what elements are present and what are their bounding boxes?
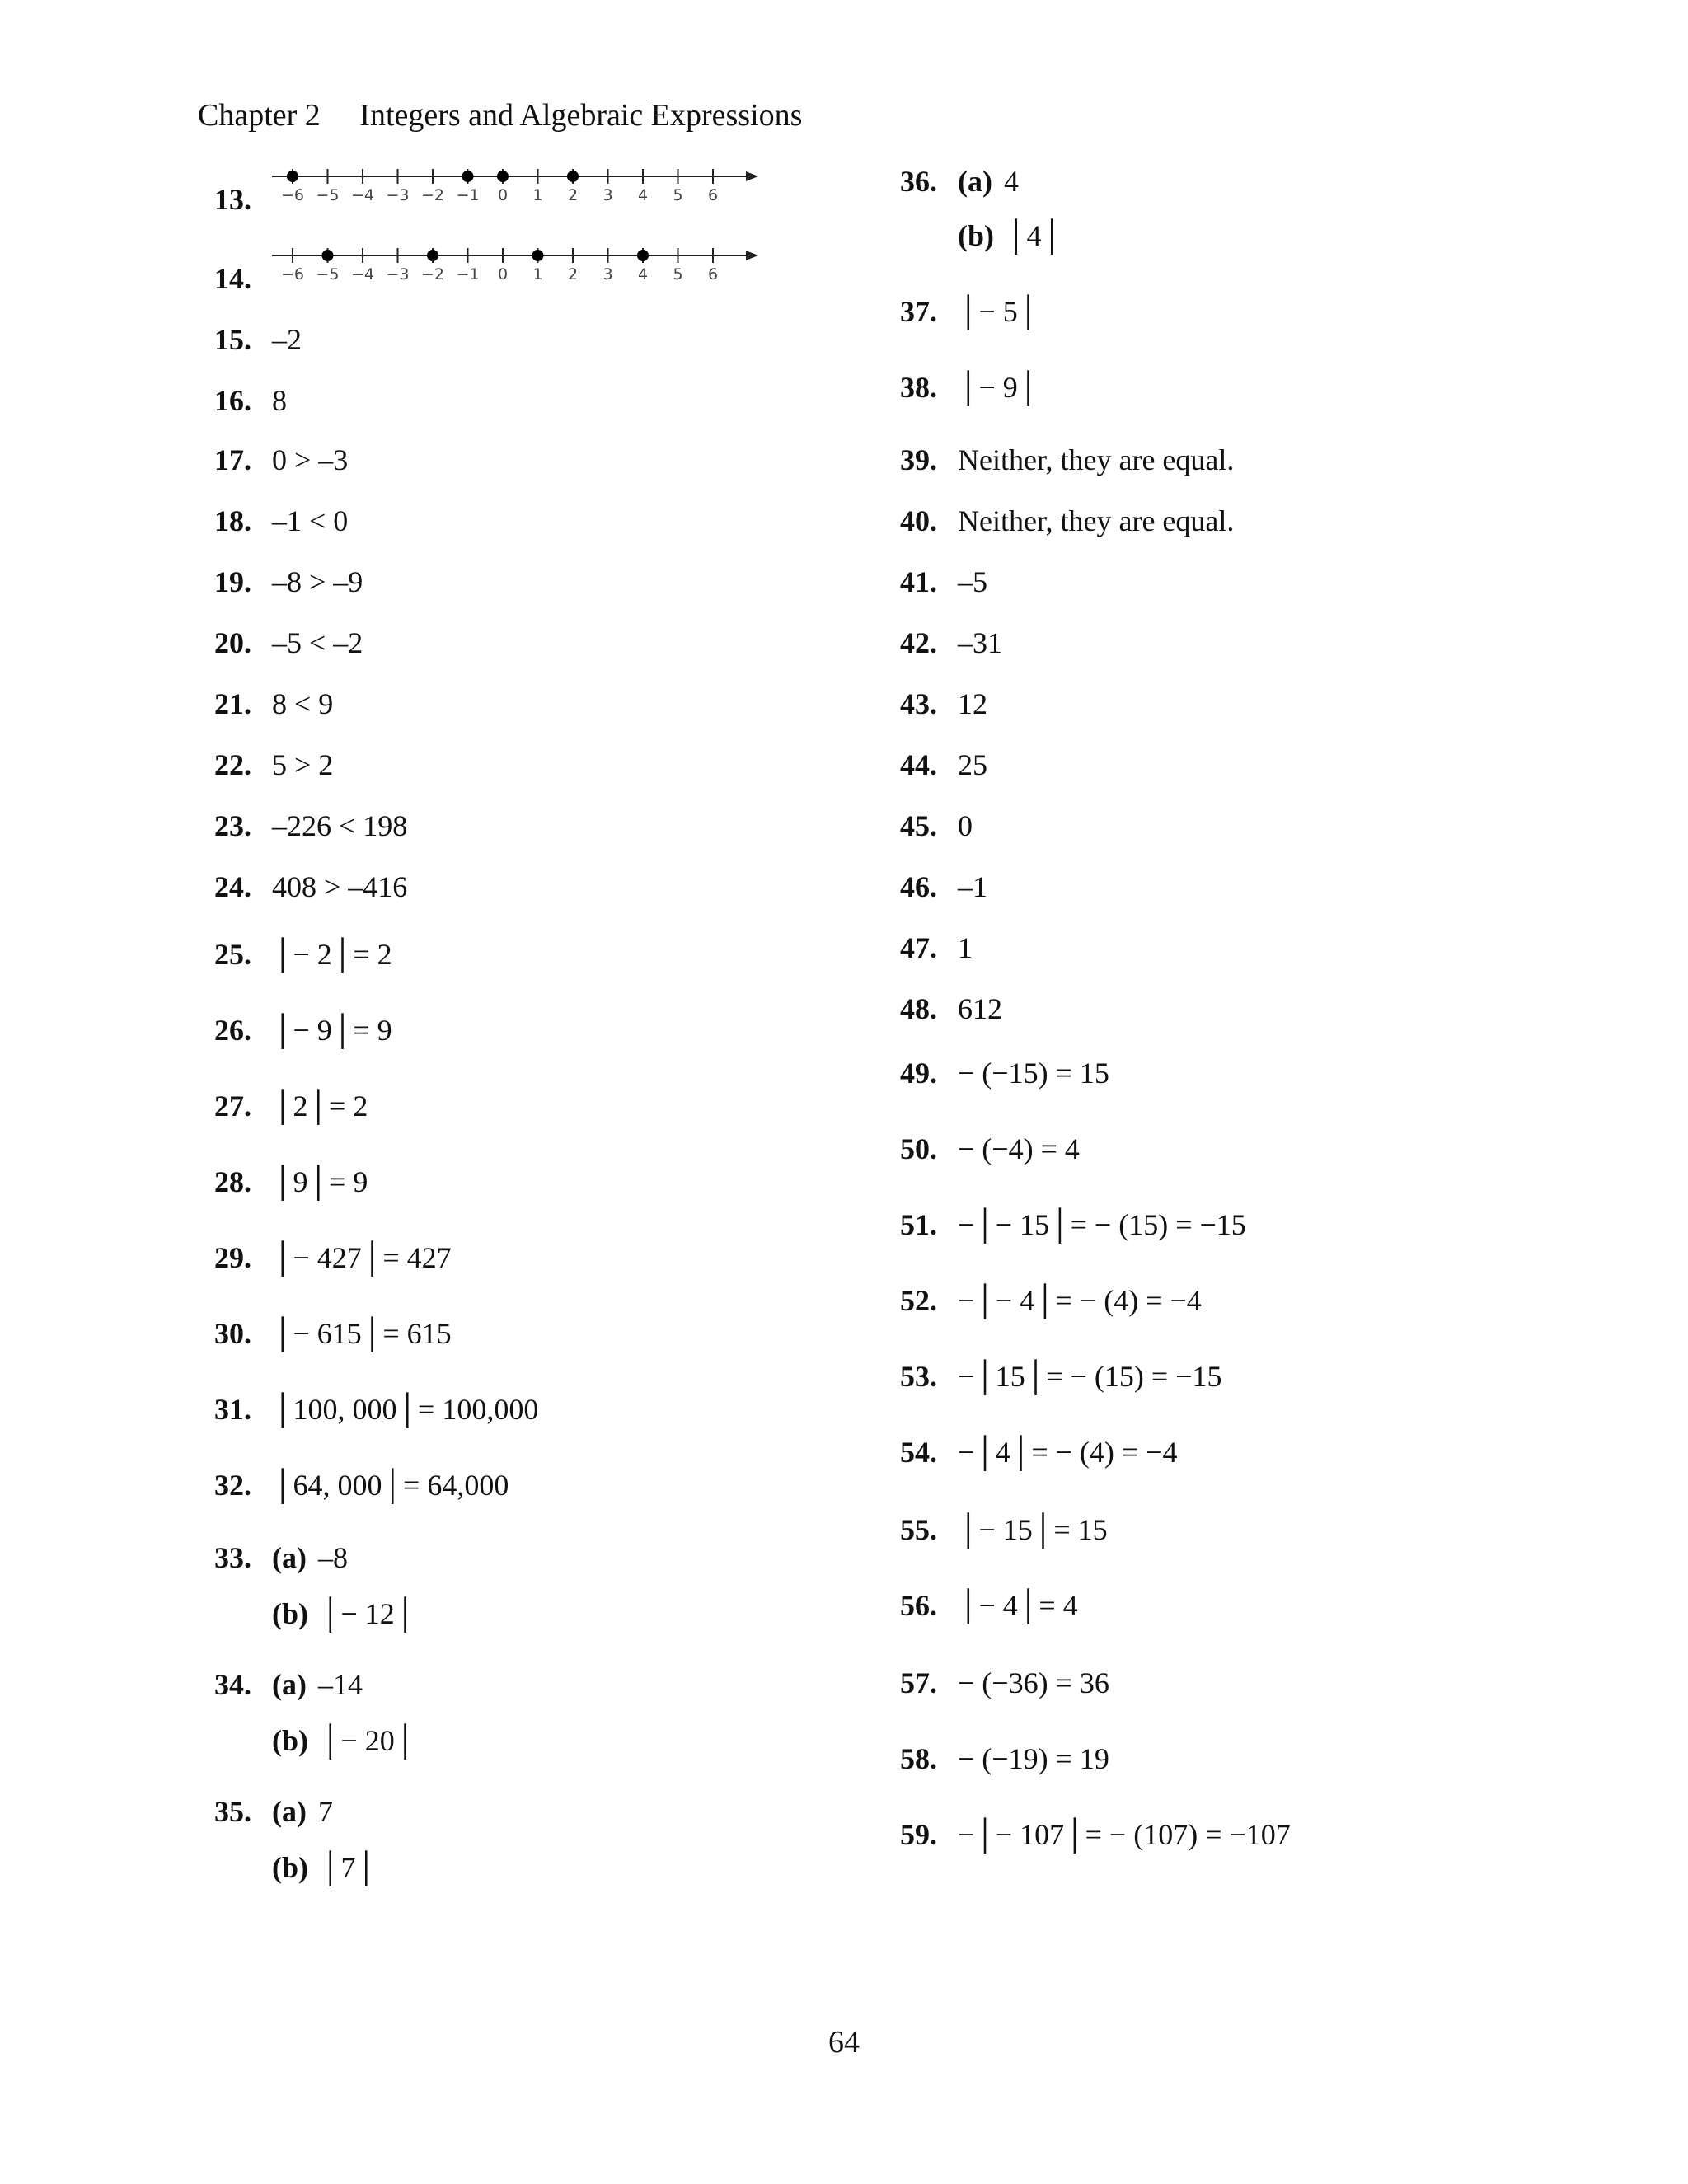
item-number: 35. xyxy=(214,1795,251,1828)
answer-item xyxy=(900,1515,1108,1544)
item-answer: − (−15) = 15 xyxy=(958,1057,1109,1090)
item-number: 55. xyxy=(900,1513,937,1546)
item-number: 18. xyxy=(214,504,251,537)
answer-item xyxy=(900,628,1002,658)
item-answer: 408 > –416 xyxy=(272,870,408,903)
item-number: 30. xyxy=(214,1317,251,1350)
answer-item xyxy=(214,1394,538,1424)
answer-item xyxy=(900,689,987,719)
part-a-answer: –14 xyxy=(317,1668,363,1701)
item-answer: −│4│= − (4) = −4 xyxy=(958,1436,1178,1469)
tick-label: 5 xyxy=(673,186,683,204)
item-number: 17. xyxy=(214,443,251,476)
answer-item xyxy=(214,506,348,536)
part-a-label: (a) xyxy=(272,1541,307,1574)
tick-label: −6 xyxy=(280,186,305,204)
answer-item xyxy=(900,811,973,841)
item-answer: │− 5│ xyxy=(958,295,1039,328)
part-b-answer: │− 20│ xyxy=(320,1724,416,1757)
item-number: 29. xyxy=(214,1241,251,1274)
answer-item xyxy=(214,811,407,841)
item-number: 43. xyxy=(900,687,937,720)
item-number: 37. xyxy=(900,295,937,328)
tick-label: −5 xyxy=(316,265,340,284)
answer-item xyxy=(214,750,333,780)
item-answer: │− 4│= 4 xyxy=(958,1589,1078,1622)
answer-item xyxy=(900,297,1039,326)
item-number: 26. xyxy=(214,1014,251,1047)
item-number: 46. xyxy=(900,870,937,903)
item-answer: − (−19) = 19 xyxy=(958,1742,1109,1775)
tick-label: 3 xyxy=(603,186,613,204)
item-answer: −│15│= − (15) = −15 xyxy=(958,1360,1222,1393)
item-answer: │− 9│= 9 xyxy=(272,1014,392,1047)
answer-item xyxy=(214,1319,452,1348)
tick-label: 6 xyxy=(707,186,719,204)
item-answer: Neither, they are equal. xyxy=(958,443,1235,476)
page-header xyxy=(198,97,802,134)
item-answer: −│− 15│= − (15) = −15 xyxy=(958,1208,1246,1241)
plotted-point xyxy=(427,250,438,261)
item-answer: –2 xyxy=(272,323,302,356)
item-number: 32. xyxy=(214,1469,251,1502)
part-a-label: (a) xyxy=(958,165,992,198)
tick-label: 4 xyxy=(637,186,649,204)
item-answer: │− 2│= 2 xyxy=(272,938,392,971)
tick-label: 4 xyxy=(637,265,649,284)
answer-item xyxy=(900,933,973,963)
item-number: 52. xyxy=(900,1284,937,1317)
item-number: 31. xyxy=(214,1393,251,1426)
part-a-answer: 7 xyxy=(317,1795,333,1828)
answer-item xyxy=(900,567,987,597)
tick-label: 2 xyxy=(567,186,579,204)
item-answer: │− 427│= 427 xyxy=(272,1241,452,1274)
item-number: 19. xyxy=(214,565,251,598)
answer-item xyxy=(214,940,392,969)
item-answer: 0 xyxy=(958,809,973,842)
item-number: 21. xyxy=(214,687,251,720)
item-answer: │9│= 9 xyxy=(272,1165,368,1198)
item-number: 58. xyxy=(900,1742,937,1775)
answer-item xyxy=(214,628,363,658)
chapter-title: Integers and Algebraic Expressions xyxy=(359,98,803,133)
tick-label: −3 xyxy=(386,265,410,284)
item-number: 41. xyxy=(900,565,937,598)
item-answer: − (−36) = 36 xyxy=(958,1666,1109,1699)
answer-item xyxy=(214,445,348,475)
tick-label: −3 xyxy=(386,186,410,204)
item-number: 22. xyxy=(214,748,251,781)
item-number: 38. xyxy=(900,371,937,404)
part-a-label: (a) xyxy=(272,1668,307,1701)
item-answer: –5 < –2 xyxy=(272,626,363,659)
answer-item xyxy=(900,1210,1246,1240)
answer-item xyxy=(214,689,333,719)
tick-label: −2 xyxy=(420,265,445,284)
answer-item xyxy=(900,1437,1178,1467)
item-number: 44. xyxy=(900,748,937,781)
item-answer: –1 < 0 xyxy=(272,504,349,537)
item-number: 16. xyxy=(214,384,251,417)
item-answer: –226 < 198 xyxy=(272,809,408,842)
plotted-point xyxy=(567,171,579,182)
item-answer: –31 xyxy=(958,626,1002,659)
item-number: 34. xyxy=(214,1668,251,1701)
plotted-point xyxy=(322,250,334,261)
item-number: 50. xyxy=(900,1132,937,1165)
part-b-label: (b) xyxy=(272,1851,308,1884)
tick-label: 5 xyxy=(673,265,683,284)
answer-item xyxy=(900,1134,1080,1164)
part-b-label: (b) xyxy=(272,1597,308,1630)
answer-item xyxy=(900,1361,1222,1391)
tick-label: −2 xyxy=(420,186,445,204)
answer-item-with-parts xyxy=(214,1670,363,1699)
item-answer: Neither, they are equal. xyxy=(958,504,1235,537)
answer-item-with-parts xyxy=(214,1797,333,1826)
item-number: 56. xyxy=(900,1589,937,1622)
item-number: 53. xyxy=(900,1360,937,1393)
answer-item xyxy=(900,872,987,902)
item-answer: │− 9│ xyxy=(958,371,1039,404)
tick-label: 1 xyxy=(532,186,543,204)
item-number: 23. xyxy=(214,809,251,842)
tick-label: 0 xyxy=(497,186,509,204)
number-line-14 xyxy=(268,241,762,290)
part-a-answer: –8 xyxy=(317,1541,348,1574)
tick-label: −1 xyxy=(456,186,480,204)
item-number: 20. xyxy=(214,626,251,659)
item-number: 14. xyxy=(214,262,251,295)
item-number: 25. xyxy=(214,938,251,971)
tick-label: 6 xyxy=(707,265,719,284)
item-number: 57. xyxy=(900,1666,937,1699)
plotted-point xyxy=(532,250,544,261)
item-answer: │2│= 2 xyxy=(272,1090,368,1122)
item-number: 59. xyxy=(900,1818,937,1851)
answer-item xyxy=(900,1591,1078,1620)
item-number: 45. xyxy=(900,809,937,842)
item-number: 13. xyxy=(214,183,251,216)
item-number: 33. xyxy=(214,1541,251,1574)
answer-item xyxy=(214,872,407,902)
answer-item xyxy=(900,1820,1291,1849)
part-b-answer: │4│ xyxy=(1006,219,1063,252)
tick-label: −4 xyxy=(350,265,375,284)
answer-item xyxy=(214,1243,452,1272)
tick-label: 2 xyxy=(567,265,579,284)
plotted-point xyxy=(637,250,649,261)
item-number: 24. xyxy=(214,870,251,903)
plotted-point xyxy=(462,171,474,182)
tick-label: 3 xyxy=(603,265,613,284)
item-answer: –1 xyxy=(958,870,987,903)
item-number: 36. xyxy=(900,165,937,198)
part-b-label: (b) xyxy=(272,1724,308,1757)
part-b-row xyxy=(958,221,1062,251)
part-b-row xyxy=(272,1726,415,1755)
item-answer: − (−4) = 4 xyxy=(958,1132,1080,1165)
part-b-label: (b) xyxy=(958,219,994,252)
item-number: 28. xyxy=(214,1165,251,1198)
item-answer: –8 > –9 xyxy=(272,565,363,598)
arrow-head-icon xyxy=(746,251,758,260)
item-number: 49. xyxy=(900,1057,937,1090)
plotted-point xyxy=(497,171,509,182)
answer-item xyxy=(214,1167,368,1197)
plotted-point xyxy=(287,171,298,182)
item-number: 47. xyxy=(900,931,937,964)
item-answer: 1 xyxy=(958,931,973,964)
answer-item xyxy=(900,1058,1109,1088)
answer-item xyxy=(900,445,1234,475)
item-number: 48. xyxy=(900,992,937,1025)
answer-item xyxy=(900,750,987,780)
chapter-label: Chapter 2 xyxy=(198,98,321,133)
item-answer: 8 < 9 xyxy=(272,687,334,720)
part-a-label: (a) xyxy=(272,1795,307,1828)
part-b-answer: │7│ xyxy=(320,1851,377,1884)
tick-label: −6 xyxy=(280,265,305,284)
item-answer: −│− 4│= − (4) = −4 xyxy=(958,1284,1202,1317)
answer-item xyxy=(214,1015,392,1045)
answer-item xyxy=(900,373,1039,402)
item-number: 15. xyxy=(214,323,251,356)
item-number: 54. xyxy=(900,1436,937,1469)
answer-item xyxy=(214,1470,509,1500)
answer-item xyxy=(900,506,1234,536)
answer-item xyxy=(214,325,302,354)
answer-item xyxy=(900,1286,1202,1315)
part-a-answer: 4 xyxy=(1003,165,1019,198)
answer-item xyxy=(214,1091,368,1121)
part-b-row xyxy=(272,1599,415,1629)
arrow-head-icon xyxy=(746,171,758,181)
tick-label: −5 xyxy=(316,186,340,204)
tick-label: −4 xyxy=(350,186,375,204)
part-b-answer: │− 12│ xyxy=(320,1597,416,1630)
item-number: 39. xyxy=(900,443,937,476)
answer-item-with-parts xyxy=(900,166,1019,196)
answer-item xyxy=(900,994,1002,1024)
item-number: 51. xyxy=(900,1208,937,1241)
page-number: 64 xyxy=(828,2025,860,2060)
tick-label: 0 xyxy=(497,265,509,284)
item-answer: 8 xyxy=(272,384,287,417)
answer-item xyxy=(214,567,363,597)
item-answer: 612 xyxy=(958,992,1002,1025)
tick-label: 1 xyxy=(532,265,543,284)
item-number: 42. xyxy=(900,626,937,659)
answer-item xyxy=(900,1744,1109,1774)
item-answer: │100, 000│= 100,000 xyxy=(272,1393,539,1426)
item-number: 27. xyxy=(214,1090,251,1122)
item-answer: 12 xyxy=(958,687,987,720)
item-answer: 0 > –3 xyxy=(272,443,349,476)
item-answer: │− 615│= 615 xyxy=(272,1317,452,1350)
item-answer: −│− 107│= − (107) = −107 xyxy=(958,1818,1291,1851)
item-answer: 5 > 2 xyxy=(272,748,334,781)
item-answer: –5 xyxy=(958,565,987,598)
answer-item xyxy=(900,1668,1109,1698)
item-answer: │64, 000│= 64,000 xyxy=(272,1469,509,1502)
tick-label: −1 xyxy=(456,265,480,284)
answer-item xyxy=(214,386,287,415)
answer-item-with-parts xyxy=(214,1543,348,1572)
part-b-row xyxy=(272,1853,377,1882)
item-number: 40. xyxy=(900,504,937,537)
item-answer: │− 15│= 15 xyxy=(958,1513,1108,1546)
number-line-13 xyxy=(268,162,762,211)
item-answer: 25 xyxy=(958,748,987,781)
